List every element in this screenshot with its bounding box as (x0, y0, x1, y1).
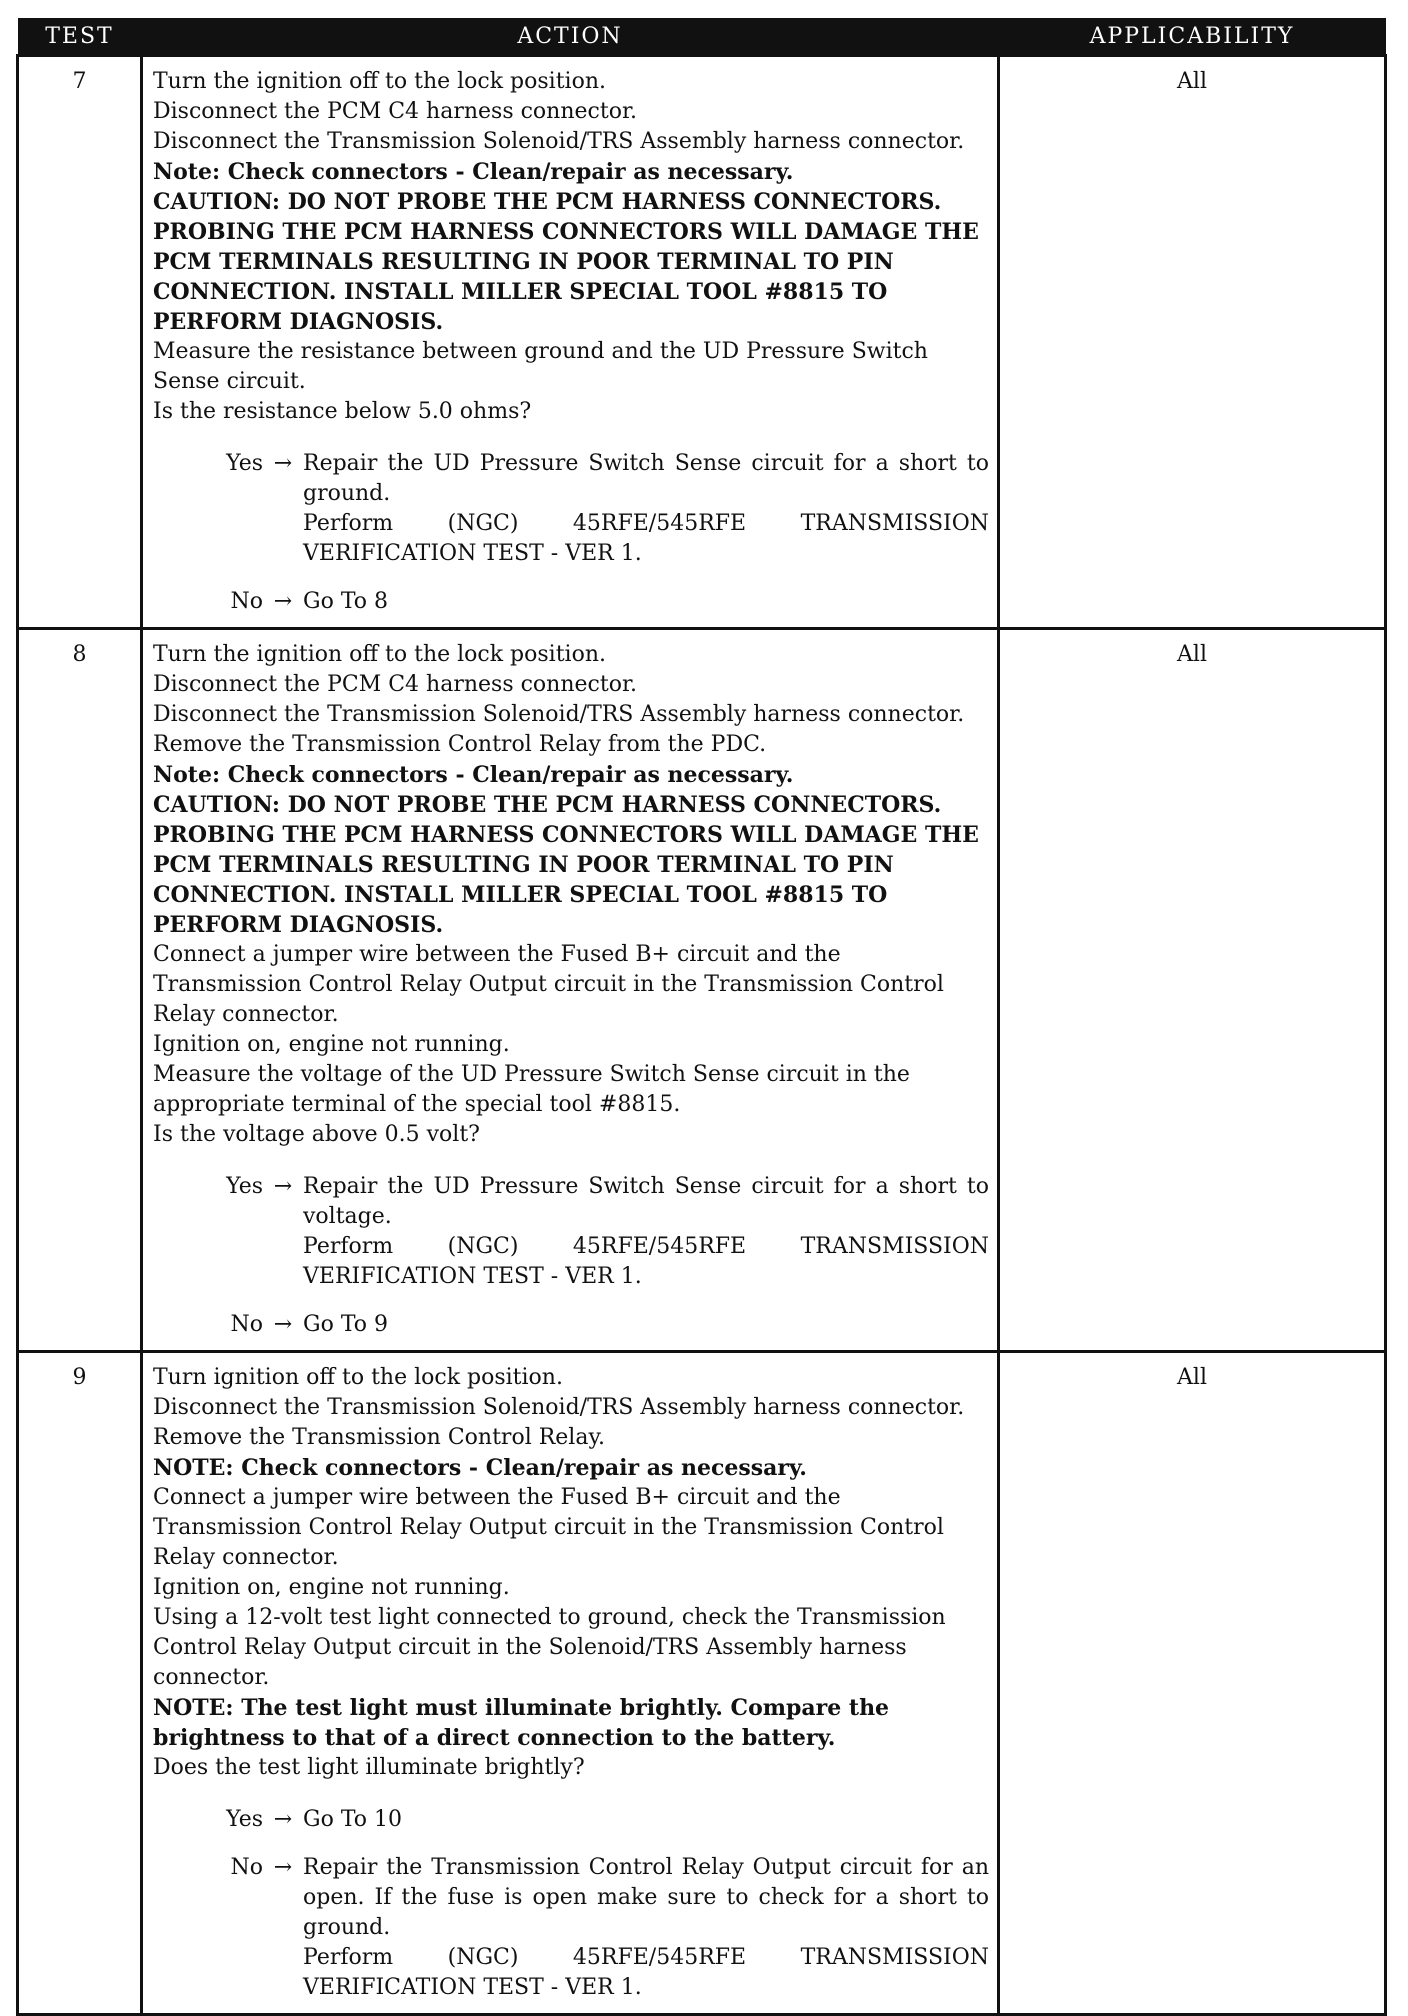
step-text: Disconnect the Transmission Solenoid/TRS Assembly harness connector. (153, 1395, 965, 1420)
step-text: Ignition on, engine not running. (153, 1575, 510, 1600)
result-followup: Perform (NGC) 45RFE/545RFE TRANSMISSION VERIFICATION TEST - VER 1. (303, 511, 989, 566)
step-text: Remove the Transmission Control Relay from the PDC. (153, 732, 767, 757)
applicability-value: All (999, 1352, 1386, 2015)
step-text: Measure the resistance between ground and the UD Pressure Switch Sense circuit. (153, 339, 928, 394)
results (153, 449, 989, 617)
test-number: 7 (18, 56, 142, 629)
note-text: NOTE: Check connectors - Clean/repair as necessary. (153, 1455, 807, 1481)
result-label: Yes (226, 451, 263, 476)
result-text (303, 1805, 989, 1835)
results (153, 1172, 989, 1340)
arrow-icon: → (273, 451, 293, 476)
result-followup: Perform (NGC) 45RFE/545RFE TRANSMISSION VERIFICATION TEST - VER 1. (303, 1234, 989, 1289)
action-cell (142, 1352, 999, 2015)
header-applicability: APPLICABILITY (999, 18, 1386, 56)
result-yes (153, 1172, 989, 1292)
arrow-icon: → (273, 1855, 293, 1880)
table-row-test-8 (18, 629, 1386, 1352)
note-text: CAUTION: DO NOT PROBE THE PCM HARNESS CONNECTORS. PROBING THE PCM HARNESS CONNECTORS WILL DAMAGE THE PCM TERMINALS RESULTING IN POOR TERMINAL TO PIN CONNECTION. INSTALL MILLER SPECIAL TOOL #8815 TO PERFORM DIAGNOSIS. (153, 189, 979, 335)
applicability-value: All (999, 629, 1386, 1352)
result-action: Repair the UD Pressure Switch Sense circuit for a short to ground. (303, 451, 989, 506)
action-steps (153, 1363, 989, 1783)
result-text (303, 1310, 989, 1340)
result-action: Go To 10 (303, 1807, 403, 1832)
step-text: Turn ignition off to the lock position. (153, 1365, 563, 1390)
step-text: Disconnect the Transmission Solenoid/TRS Assembly harness connector. (153, 129, 965, 154)
step-text: Is the voltage above 0.5 volt? (153, 1122, 480, 1147)
step-text: Does the test light illuminate brightly? (153, 1755, 585, 1780)
result-text (303, 1172, 989, 1292)
step-text: Connect a jumper wire between the Fused B+ circuit and the Transmission Control Relay Output circuit in the Transmission Control Relay connector. (153, 1485, 944, 1570)
action-cell (142, 629, 999, 1352)
result-yes (153, 449, 989, 569)
result-yes (153, 1805, 989, 1835)
arrow-icon: → (273, 1312, 293, 1337)
result-action: Go To 9 (303, 1312, 389, 1337)
result-label: Yes (226, 1807, 263, 1832)
header-test: TEST (18, 18, 142, 56)
result-label: Yes (226, 1174, 263, 1199)
diagnostic-table-page (16, 18, 1384, 2016)
step-text: Disconnect the Transmission Solenoid/TRS Assembly harness connector. (153, 702, 965, 727)
result-no (153, 587, 989, 617)
step-text: Turn the ignition off to the lock position. (153, 642, 606, 667)
action-steps (153, 67, 989, 427)
applicability-value: All (999, 56, 1386, 629)
result-text (303, 1853, 989, 2003)
result-action: Go To 8 (303, 589, 389, 614)
step-text: Ignition on, engine not running. (153, 1032, 510, 1057)
result-followup: Perform (NGC) 45RFE/545RFE TRANSMISSION VERIFICATION TEST - VER 1. (303, 1945, 989, 2000)
note-text: Note: Check connectors - Clean/repair as necessary. (153, 762, 794, 788)
step-text: Is the resistance below 5.0 ohms? (153, 399, 532, 424)
step-text: Disconnect the PCM C4 harness connector. (153, 672, 638, 697)
test-number: 9 (18, 1352, 142, 2015)
step-text: Using a 12-volt test light connected to ground, check the Transmission Control Relay Output circuit in the Solenoid/TRS Assembly harness connector. (153, 1605, 946, 1690)
step-text: Remove the Transmission Control Relay. (153, 1425, 605, 1450)
note-text: Note: Check connectors - Clean/repair as necessary. (153, 159, 794, 185)
result-text (303, 587, 989, 617)
table-row-test-7 (18, 56, 1386, 629)
diagnostic-table (16, 18, 1387, 2016)
result-text (303, 449, 989, 569)
action-cell (142, 56, 999, 629)
step-text: Turn the ignition off to the lock position. (153, 69, 606, 94)
arrow-icon: → (273, 589, 293, 614)
action-steps (153, 640, 989, 1150)
arrow-icon: → (273, 1174, 293, 1199)
result-no (153, 1853, 989, 2003)
step-text: Measure the voltage of the UD Pressure Switch Sense circuit in the appropriate terminal of the special tool #8815. (153, 1062, 910, 1117)
note-text: CAUTION: DO NOT PROBE THE PCM HARNESS CONNECTORS. PROBING THE PCM HARNESS CONNECTORS WILL DAMAGE THE PCM TERMINALS RESULTING IN POOR TERMINAL TO PIN CONNECTION. INSTALL MILLER SPECIAL TOOL #8815 TO PERFORM DIAGNOSIS. (153, 792, 979, 938)
header-action: ACTION (142, 18, 999, 56)
result-action: Repair the UD Pressure Switch Sense circuit for a short to voltage. (303, 1174, 989, 1229)
table-body (18, 56, 1386, 2015)
note-text: NOTE: The test light must illuminate brightly. Compare the brightness to that of a direct connection to the battery. (153, 1695, 890, 1751)
test-number: 8 (18, 629, 142, 1352)
results (153, 1805, 989, 2003)
result-label: No (230, 589, 263, 614)
result-action: Repair the Transmission Control Relay Output circuit for an open. If the fuse is open make sure to check for a short to ground. (303, 1855, 989, 1940)
result-label: No (230, 1855, 263, 1880)
table-row-test-9 (18, 1352, 1386, 2015)
step-text: Disconnect the PCM C4 harness connector. (153, 99, 638, 124)
result-label: No (230, 1312, 263, 1337)
result-no (153, 1310, 989, 1340)
arrow-icon: → (273, 1807, 293, 1832)
step-text: Connect a jumper wire between the Fused B+ circuit and the Transmission Control Relay Output circuit in the Transmission Control Relay connector. (153, 942, 944, 1027)
header-row (18, 18, 1386, 56)
